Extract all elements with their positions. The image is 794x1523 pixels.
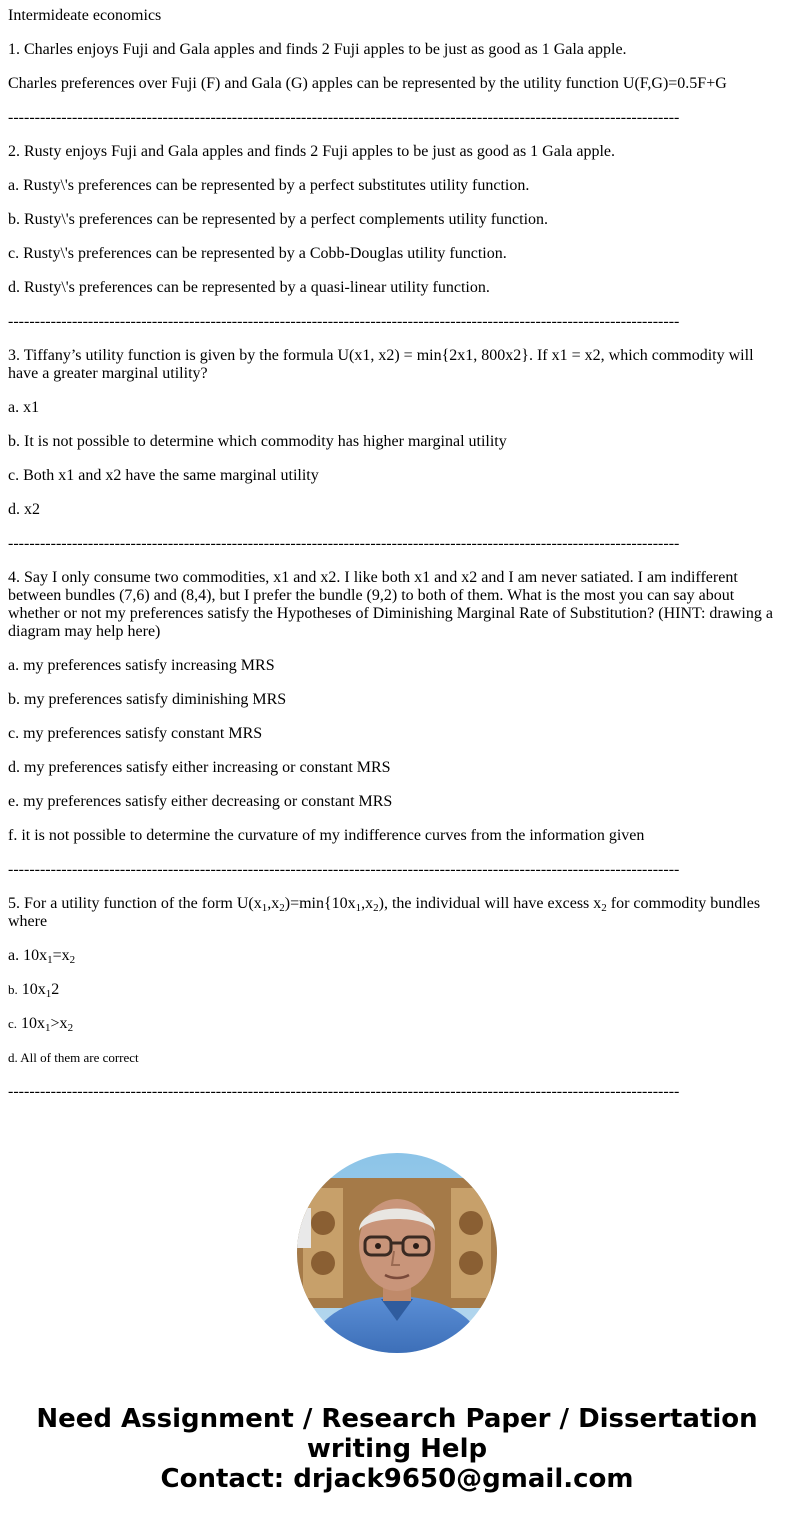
q2-option-b: b. Rusty\'s preferences can be represented by a perfect complements utility function. <box>8 211 549 228</box>
subscript: 1 <box>45 1022 51 1034</box>
q5-text: ), the individual will have excess x <box>378 895 602 912</box>
q1-answer: Charles preferences over Fuji (F) and Gala (G) apples can be represented by the utility function U(F,G)=0.5F+G <box>8 75 727 92</box>
q5-question <box>8 895 784 931</box>
promo-banner <box>0 1404 794 1494</box>
q5-option-b <box>8 981 784 999</box>
separator: ------------------------------------------------------------------------------------------------------------------------------ <box>8 1083 680 1100</box>
option-text: 10x <box>21 1015 46 1032</box>
q1-question: 1. Charles enjoys Fuji and Gala apples and finds 2 Fuji apples to be just as good as 1 Gala apple. <box>8 41 627 58</box>
portrait-illustration <box>297 1153 497 1353</box>
q4-question: 4. Say I only consume two commodities, x1 and x2. I like both x1 and x2 and I am never satiated. I am indifferent between bundles (7,6) and (8,4), but I prefer the bundle (9,2) to both of them. What is the most you can say about whether or not my preferences satisfy the Hypotheses of Diminishing Marginal Rate of Substitution? (HINT: drawing a diagram may help here) <box>8 569 773 640</box>
q4-option-b: b. my preferences satisfy diminishing MRS <box>8 691 287 708</box>
separator: ------------------------------------------------------------------------------------------------------------------------------ <box>8 861 680 878</box>
q5-option-c <box>8 1015 784 1033</box>
q3-option-a: a. x1 <box>8 399 40 416</box>
subscript: 2 <box>279 902 285 914</box>
subscript: 1 <box>45 988 52 1000</box>
option-text: 2 <box>51 981 60 998</box>
q2-option-a: a. Rusty\'s preferences can be represented by a perfect substitutes utility function. <box>8 177 530 194</box>
q3-option-b: b. It is not possible to determine which commodity has higher marginal utility <box>8 433 507 450</box>
subscript: 1 <box>355 902 362 914</box>
subscript: 1 <box>47 954 53 966</box>
subscript: 1 <box>261 902 268 914</box>
option-label: c. <box>8 1016 18 1031</box>
q5-text: 5. For a utility function of the form U(x <box>8 895 262 912</box>
q4-option-d: d. my preferences satisfy either increasing or constant MRS <box>8 759 391 776</box>
subscript: 2 <box>69 954 76 966</box>
option-text: >x <box>50 1015 68 1032</box>
page-title: Intermideate economics <box>8 7 162 24</box>
contact-email[interactable]: Contact: drjack9650@gmail.com <box>160 1464 634 1494</box>
q3-question: 3. Tiffany’s utility function is given by the formula U(x1, x2) = min{2x1, 800x2}. If x1 = x2, which commodity will have a greater marginal utility? <box>8 347 754 382</box>
q4-option-f: f. it is not possible to determine the curvature of my indifference curves from the information given <box>8 827 645 844</box>
q4-option-c: c. my preferences satisfy constant MRS <box>8 725 263 742</box>
separator: ------------------------------------------------------------------------------------------------------------------------------ <box>8 313 680 330</box>
promo-line-1: Need Assignment / Research Paper / Dissertation <box>36 1404 758 1434</box>
promo-line-2: writing Help <box>306 1434 488 1464</box>
document-body <box>8 7 784 1117</box>
subscript: 2 <box>373 902 379 914</box>
q4-option-e: e. my preferences satisfy either decreasing or constant MRS <box>8 793 393 810</box>
q2-question: 2. Rusty enjoys Fuji and Gala apples and finds 2 Fuji apples to be just as good as 1 Gala apple. <box>8 143 616 160</box>
q4-option-a: a. my preferences satisfy increasing MRS <box>8 657 275 674</box>
option-label: b. <box>8 982 18 997</box>
q5-text: ,x <box>361 895 374 912</box>
option-text: 10x <box>21 981 46 998</box>
option-text: =x <box>52 947 70 964</box>
separator: ------------------------------------------------------------------------------------------------------------------------------ <box>8 109 680 126</box>
q5-option-d: d. All of them are correct <box>8 1050 139 1065</box>
q5-option-a <box>8 947 784 965</box>
option-label: a. <box>8 947 24 964</box>
option-text: 10x <box>23 947 48 964</box>
author-photo <box>297 1153 497 1353</box>
q5-text: ,x <box>267 895 280 912</box>
q3-option-d: d. x2 <box>8 501 40 518</box>
separator: ------------------------------------------------------------------------------------------------------------------------------ <box>8 535 680 552</box>
subscript: 2 <box>67 1022 74 1034</box>
q2-option-d: d. Rusty\'s preferences can be represented by a quasi-linear utility function. <box>8 279 490 296</box>
q3-option-c: c. Both x1 and x2 have the same marginal utility <box>8 467 319 484</box>
q5-text: )=min{10x <box>284 895 356 912</box>
q2-option-c: c. Rusty\'s preferences can be represented by a Cobb-Douglas utility function. <box>8 245 507 262</box>
subscript: 2 <box>601 902 607 914</box>
q5-text: for commodity bundles where <box>8 895 761 930</box>
